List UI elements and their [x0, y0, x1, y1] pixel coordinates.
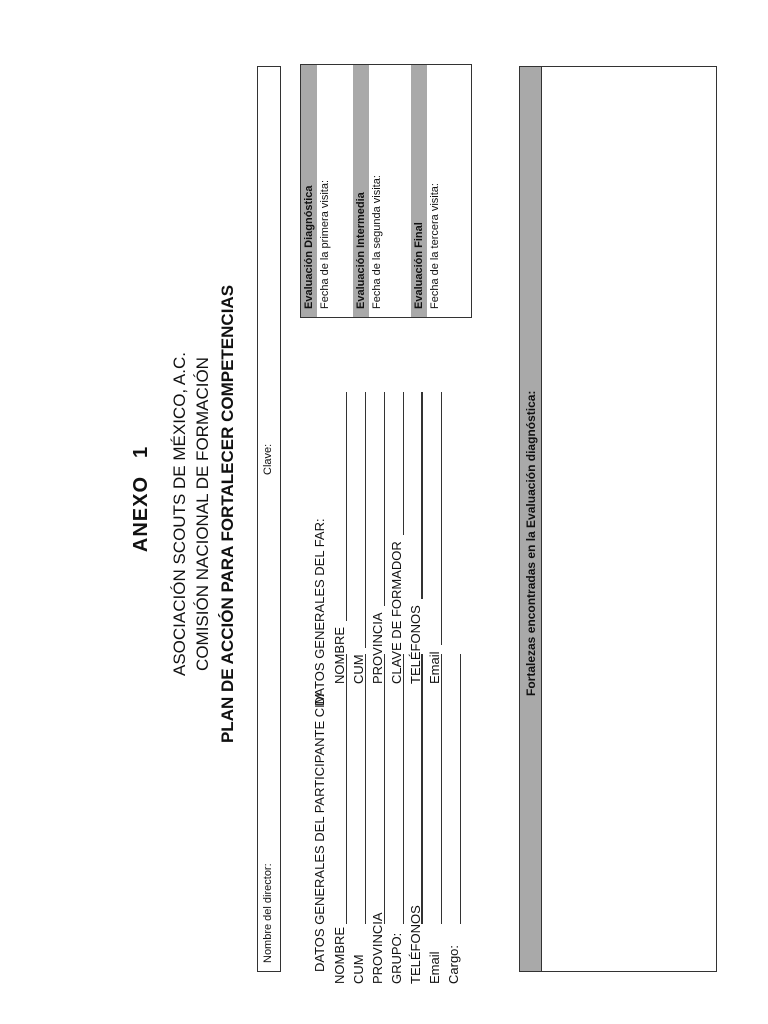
fill-line: [429, 654, 442, 924]
strengths-box: [519, 66, 717, 972]
far-field-nombre: [328, 392, 347, 684]
field-label: TELÉFONOS: [408, 905, 423, 984]
field-label: CUM: [351, 954, 366, 984]
fill-line: [334, 654, 347, 924]
participant-field-cum: [347, 654, 366, 984]
strengths-header-label: Fortalezas encontradas en la Evaluación diagnóstica:: [524, 390, 538, 696]
evaluation-date-label: Fecha de la primera visita:: [319, 180, 331, 309]
far-field-email: [423, 392, 442, 684]
director-name-label: Nombre del director:: [262, 863, 274, 963]
field-label: PROVINCIA: [370, 612, 385, 684]
fill-line: [353, 392, 366, 648]
director-box: [257, 66, 281, 972]
participant-field-cargo: [442, 654, 461, 984]
fill-line: [353, 654, 366, 924]
far-field-clave-formador: [385, 392, 404, 684]
strengths-header: [520, 67, 542, 971]
commission-name: COMISIÓN NACIONAL DE FORMACIÓN: [193, 357, 212, 671]
fill-line: [448, 654, 461, 924]
participant-fields: [328, 654, 461, 984]
evaluation-final: [411, 65, 457, 317]
field-label: CUM: [351, 654, 366, 684]
evaluation-date-label: Fecha de la segunda visita:: [371, 175, 383, 309]
fill-line: [334, 392, 347, 621]
participant-section-title: DATOS GENERALES DEL PARTICIPANTE CIM: [312, 693, 327, 972]
field-label: PROVINCIA: [370, 912, 385, 984]
evaluation-title: Evaluación Final: [411, 65, 427, 317]
far-field-cum: [347, 392, 366, 684]
field-label: Email: [427, 651, 442, 684]
evaluation-title: Evaluación Intermedia: [353, 65, 369, 317]
fill-line: [409, 392, 423, 599]
participant-field-telefonos: [404, 654, 423, 984]
fill-line: [391, 392, 404, 535]
field-label: GRUPO:: [389, 932, 404, 984]
far-field-provincia: [366, 392, 385, 684]
far-fields: [328, 392, 442, 684]
fill-line: [429, 392, 442, 645]
field-label: Email: [427, 951, 442, 984]
fill-line: [372, 654, 385, 924]
fill-line: [391, 654, 404, 924]
far-section-title: DATOS GENERALES DEL FAR:: [312, 518, 327, 706]
participant-field-provincia: [366, 654, 385, 984]
evaluation-intermediate: [353, 65, 399, 317]
clave-label: Clave:: [262, 443, 274, 475]
fill-line: [409, 654, 423, 924]
evaluation-diagnostic: [301, 65, 347, 317]
plan-title: PLAN DE ACCIÓN PARA FORTALECER COMPETENCIAS: [218, 284, 237, 744]
fill-line: [372, 392, 385, 606]
field-label: TELÉFONOS: [408, 605, 423, 684]
evaluation-date-label: Fecha de la tercera visita:: [429, 183, 441, 309]
organization-name: ASOCIACIÓN SCOUTS DE MÉXICO, A.C.: [170, 352, 189, 676]
far-field-telefonos: [404, 392, 423, 684]
annex-number: 1: [130, 445, 152, 458]
field-label: NOMBRE: [332, 926, 347, 984]
annex-label: ANEXO: [130, 476, 152, 553]
participant-field-grupo: [385, 654, 404, 984]
participant-field-nombre: [328, 654, 347, 984]
participant-field-email: [423, 654, 442, 984]
field-label: CLAVE DE FORMADOR: [389, 541, 404, 684]
evaluation-title: Evaluación Diagnóstica: [301, 65, 317, 317]
evaluation-panel: [300, 64, 472, 318]
field-label: NOMBRE: [332, 626, 347, 684]
field-label: Cargo:: [446, 944, 461, 984]
annex-title: [130, 354, 153, 644]
